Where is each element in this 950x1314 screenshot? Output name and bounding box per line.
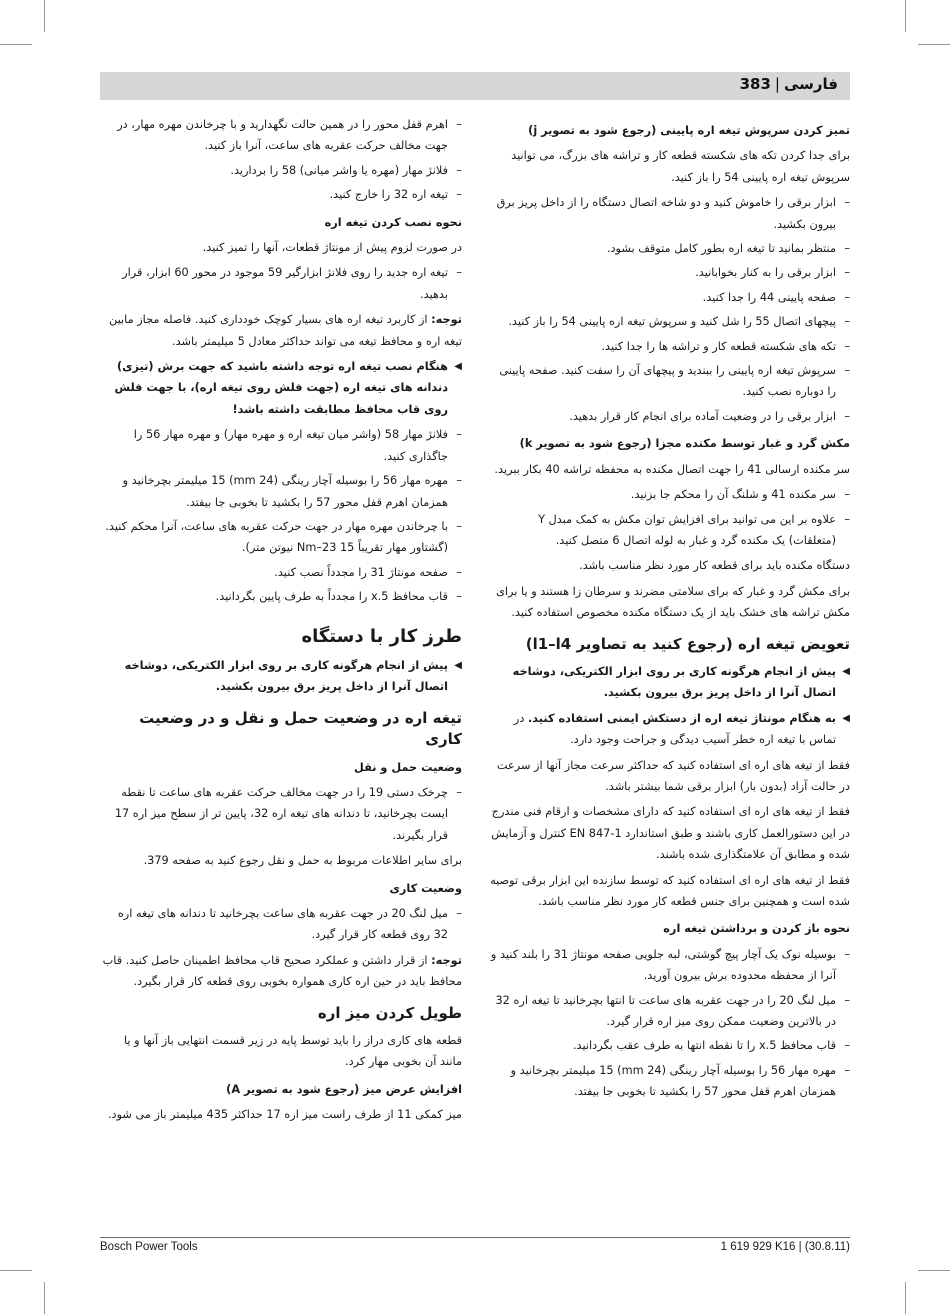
list-item: – چرخک دستی 19 را در جهت مخالف حرکت عقربه های ساعت تا نقطه ایست بچرخانید، تا دندانه های تیغه اره 32، پایین تر از سطح میز اره 17 قرار بگیرند. <box>100 782 462 846</box>
note-text: از قرار داشتن و عملکرد صحیح قاب محافظ اطمینان حاصل کنید. قاب محافظ باید در حین اره کاری همواره بخوبی روی قطعه کار قرار بگیرد. <box>102 953 462 989</box>
section-title: تیغه اره در وضعیت حمل و نقل و در وضعیت کاری <box>139 708 462 749</box>
crop-mark <box>44 0 45 32</box>
list-item: – پیچهای اتصال 55 را شل کنید و سرپوش تیغه اره پایینی 54 را باز کنید. <box>488 311 850 332</box>
crop-mark <box>918 44 950 45</box>
page-number: 383 <box>739 75 771 93</box>
list-item: – صفحه پایینی 44 را جدا کنید. <box>488 287 850 308</box>
note-label: توجه: <box>431 313 462 327</box>
step-list <box>488 192 850 427</box>
paragraph: برای سایر اطلاعات مربوط به حمل و نقل رجوع کنید به صفحه 379. <box>143 854 462 868</box>
list-item: – ابزار برقی را خاموش کنید و دو شاخه اتصال دستگاه را از داخل پریز برق بیرون بکشید. <box>488 192 850 235</box>
step-list <box>100 114 462 206</box>
list-item: – ابزار برقی را در وضعیت آماده برای انجام کار قرار بدهید. <box>488 406 850 427</box>
chapter-title: طرز کار با دستگاه <box>301 625 462 647</box>
paragraph: فقط از تیغه های اره ای استفاده کنید که حداکثر سرعت مجاز آنها از سرعت در حالت آزاد (بدون بار) ابزار برقی شما بیشتر باشد. <box>496 758 850 793</box>
list-item: – فلانژ مهار (مهره یا واشر میانی) 58 را بردارید. <box>100 160 462 181</box>
list-item: – مهره مهار 56 را بوسیله آچار رینگی (24 mm) 15 میلیمتر بچرخانید و همزمان اهرم قفل محور 57 را بکشید تا بخوبی جا بیفتد. <box>100 470 462 513</box>
paragraph: فقط از تیغه های اره ای استفاده کنید که دارای مشخصات و ارقام فنی مندرج در این دستورالعمل کاری باشند و طبق استاندارد EN 847-1 کنترل و آزمایش شده و مطابق آن علامتگذاری شده باشند. <box>491 805 850 862</box>
paragraph: میز کمکی 11 از طرف راست میز اره 17 حداکثر 435 میلیمتر باز می شود. <box>107 1108 462 1122</box>
section-title: مکش گرد و غبار توسط مکنده مجزا (رجوع شود به تصویر k) <box>519 437 850 451</box>
list-item: – مهره مهار 56 را بوسیله آچار رینگی (24 mm) 15 میلیمتر بچرخانید و همزمان اهرم قفل محور 57 را بکشید تا بخوبی جا بیفتد. <box>488 1060 850 1103</box>
list-item: – میل لنگ 20 در جهت عقربه های ساعت بچرخانید تا دندانه های تیغه اره 32 روی قطعه کار قرار گیرد. <box>100 903 462 946</box>
paragraph: در صورت لزوم پیش از مونتاژ قطعات، آنها را تمیز کنید. <box>202 241 462 255</box>
header-separator: | <box>774 75 780 93</box>
crop-mark <box>918 1270 950 1271</box>
header-language: فارسی <box>783 75 838 93</box>
section-title: تمیز کردن سرپوش تیغه اره پایینی (رجوع شود به تصویر j) <box>528 124 850 137</box>
list-item: – ابزار برقی را به کنار بخوابانید. <box>488 262 850 283</box>
list-item: – صفحه مونتاژ 31 را مجدداً نصب کنید. <box>100 562 462 583</box>
list-item: – اهرم قفل محور را در همین حالت نگهدارید و با چرخاندن مهره مهار، در جهت مخالف حرکت عقربه های ساعت، آنرا باز کنید. <box>100 114 462 157</box>
left-column <box>100 114 462 1130</box>
list-item: – بوسیله نوک یک آچار پیچ گوشتی، لبه جلویی صفحه مونتاژ 31 را بلند کنید و آنرا از محفظه محدوده برش بیرون آورید. <box>488 944 850 987</box>
paragraph: قطعه های کاری دراز را باید توسط پایه در زیر قسمت انتهایی باز آنها و یا مانند آن بخوبی مهار کرد. <box>123 1034 462 1069</box>
paragraph: برای جدا کردن تکه های شکسته قطعه کار و تراشه های بزرگ، می توانید سرپوش تیغه اره پایینی 54 را باز کنید. <box>511 149 850 184</box>
footer-divider <box>100 1237 850 1238</box>
subsection-title: نحوه نصب کردن تیغه اره <box>324 215 462 229</box>
paragraph: دستگاه مکنده باید برای قطعه کار مورد نظر مناسب باشد. <box>579 559 850 573</box>
page-header <box>100 72 850 100</box>
list-item: – تیغه اره 32 را خارج کنید. <box>100 184 462 205</box>
footer-doc-number: 1 619 929 K16 | (30.8.11) <box>720 1241 850 1253</box>
warning-rest: در تماس با تیغه اره خطر آسیب دیدگی و جراحت وجود دارد. <box>513 711 836 747</box>
step-list <box>100 424 462 607</box>
list-item: – سرپوش تیغه اره پایینی را ببندید و پیچهای آن را سفت کنید. صفحه پایینی را دوباره نصب کنید. <box>488 360 850 403</box>
list-item: – قاب محافظ 5.x را تا نقطه انتها به طرف عقب بگردانید. <box>488 1035 850 1056</box>
list-item: – قاب محافظ 5.x را مجدداً به طرف پایین بگردانید. <box>100 586 462 607</box>
step-list <box>100 262 462 305</box>
crop-mark <box>0 1270 32 1271</box>
section-title: تعویض تیغه اره (رجوع کنید به تصاویر l1–l4) <box>525 634 850 653</box>
warning-text: ◀ هنگام نصب تیغه اره توجه داشته باشید که جهت برش (تیزی) دندانه های تیغه اره (جهت فلش روی تیغه اره)، با جهت فلش روی قاب محافظ مطابقت داشته باشد! <box>100 356 462 420</box>
subsection-title: افزایش عرض میز (رجوع شود به تصویر A) <box>226 1082 462 1096</box>
footer-brand: Bosch Power Tools <box>100 1241 198 1253</box>
subsection-title: نحوه باز کردن و برداشتن تیغه اره <box>663 922 850 936</box>
list-item: – با چرخاندن مهره مهار در جهت حرکت عقربه های ساعت، آنرا محکم کنید. (گشتاور مهار تقریباً 15 Nm–23 نیوتن متر). <box>100 516 462 559</box>
warning-text: ◀ پیش از انجام هرگونه کاری بر روی ابزار الکتریکی، دوشاخه اتصال آنرا از داخل پریز برق بیرون بکشید. <box>100 655 462 698</box>
crop-mark <box>44 1282 45 1314</box>
list-item: – تکه های شکسته قطعه کار و تراشه ها را جدا کنید. <box>488 336 850 357</box>
warning-text: ◀ پیش از انجام هرگونه کاری بر روی ابزار الکتریکی، دوشاخه اتصال آنرا از داخل پریز برق بیرون بکشید. <box>488 661 850 704</box>
note-label: توجه: <box>431 953 462 967</box>
note <box>100 309 462 352</box>
crop-mark <box>905 1282 906 1314</box>
warning-text <box>488 708 850 751</box>
list-item: – سر مکنده 41 و شلنگ آن را محکم جا بزنید. <box>488 484 850 505</box>
subsection-title: وضعیت حمل و نقل <box>354 760 462 774</box>
note-text: از کاربرد تیغه اره های بسیار کوچک خودداری کنید. فاصله مجاز مابین تیغه اره و محافظ تیغه می تواند حداکثر معادل 5 میلیمتر باشد. <box>108 313 462 348</box>
step-list <box>488 484 850 551</box>
list-item: – علاوه بر این می توانید برای افزایش توان مکش به کمک مبدل Y (متعلقات) یک مکنده گرد و غبار به لوله اتصال 6 متصل کنید. <box>488 509 850 552</box>
step-list <box>100 782 462 846</box>
section-title: طویل کردن میز اره <box>317 1003 462 1022</box>
warning-bold: به هنگام مونتاژ تیغه اره از دستکش ایمنی استفاده کنید. <box>527 711 836 725</box>
list-item: – تیغه اره جدید را روی فلانژ ابزارگیر 59 موجود در محور 60 ابزار، قرار بدهید. <box>100 262 462 305</box>
list-item: – منتظر بمانید تا تیغه اره بطور کامل متوقف بشود. <box>488 238 850 259</box>
step-list <box>488 944 850 1103</box>
note <box>100 950 462 993</box>
list-item: – میل لنگ 20 را در جهت عقربه های ساعت تا انتها بچرخانید تا تیغه اره 32 در بالاترین وضعیت ممکن روی میز اره قرار گیرد. <box>488 990 850 1033</box>
paragraph: برای مکش گرد و غبار که برای سلامتی مضرند و سرطان زا هستند و یا برای مکش تراشه های خشک باید از یک دستگاه مکنده مخصوص استفاده کنید. <box>496 584 850 620</box>
step-list <box>100 903 462 946</box>
crop-mark <box>905 0 906 32</box>
header-title <box>740 75 838 93</box>
crop-mark <box>0 44 32 45</box>
right-column <box>488 114 850 1107</box>
paragraph: فقط از تیغه های اره ای استفاده کنید که توسط سازنده این ابزار برقی توصیه شده است و همچنین برای جنس قطعه کار مورد نظر مناسب باشد. <box>490 873 850 908</box>
subsection-title: وضعیت کاری <box>389 881 462 895</box>
list-item: – فلانژ مهار 58 (واشر میان تیغه اره و مهره مهار) و مهره مهار 56 را جاگذاری کنید. <box>100 424 462 467</box>
paragraph: سر مکنده ارسالی 41 را جهت اتصال مکنده به محفظه تراشه 40 بکار ببرید. <box>494 462 850 476</box>
